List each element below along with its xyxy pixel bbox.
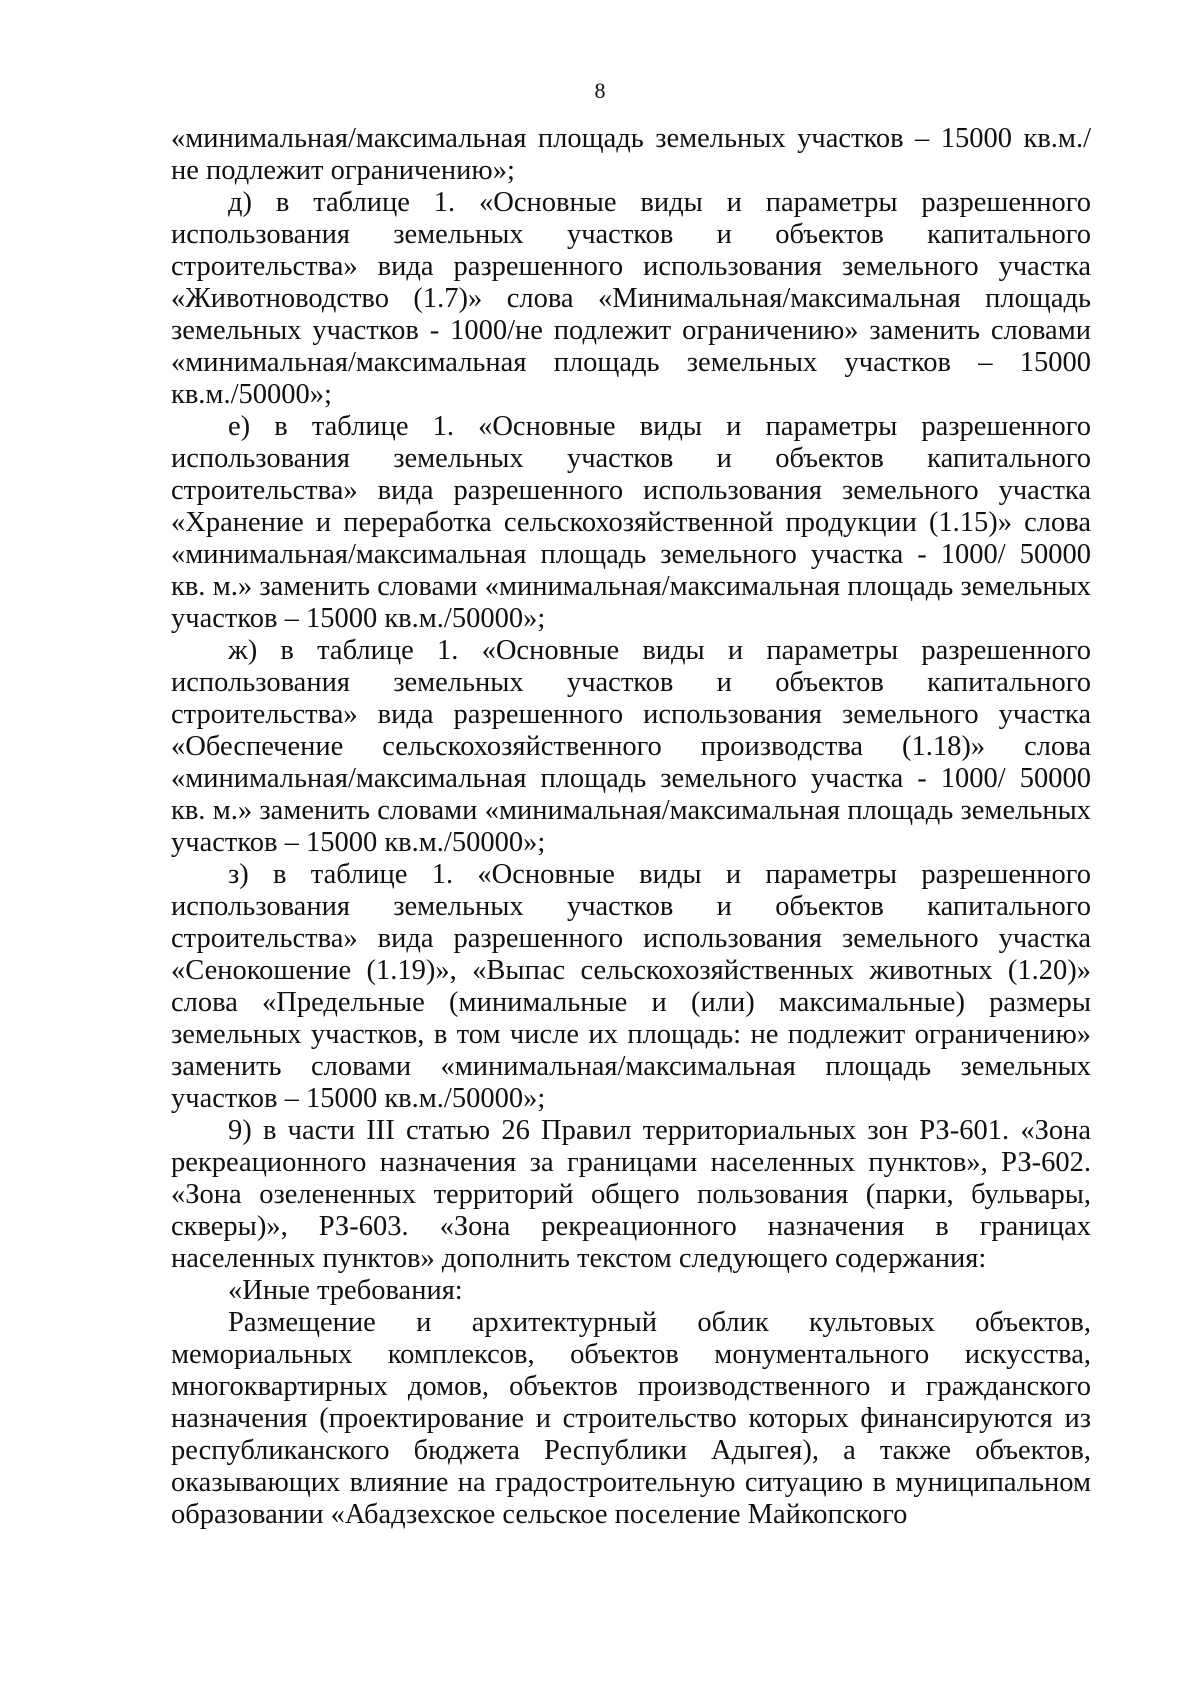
paragraph-other-requirements-heading: «Иные требования: [228, 1275, 463, 1306]
paragraph-item-e: е) в таблице 1. «Основные виды и параметры разрешенного использования земельных участков и объектов капитального строительства» вида разрешенного использования земельного участка «Хранение и переработка сельскохозяйственной продукции (1.15)» слова «минимальная/максимальная площадь земельного участка - 1000/ 50000 кв. м.» заменить словами «минимальная/максимальная площадь земельных участков – 15000 кв.м./50000»; [171, 411, 1091, 634]
paragraph-item-z: з) в таблице 1. «Основные виды и параметры разрешенного использования земельных участков и объектов капитального строительства» вида разрешенного использования земельного участка «Сенокошение (1.19)», «Выпас сельскохозяйственных животных (1.20)» слова «Предельные (минимальные и (или) максимальные) размеры земельных участков, в том числе их площадь: не подлежит ограничению» заменить словами «минимальная/максимальная площадь земельных участков – 15000 кв.м./50000»; [171, 859, 1091, 1114]
paragraph-item-zh: ж) в таблице 1. «Основные виды и параметры разрешенного использования земельных участков и объектов капитального строительства» вида разрешенного использования земельного участка «Обеспечение сельскохозяйственного производства (1.18)» слова «минимальная/максимальная площадь земельного участка - 1000/ 50000 кв. м.» заменить словами «минимальная/максимальная площадь земельных участков – 15000 кв.м./50000»; [171, 635, 1091, 858]
paragraph-item-9: 9) в части III статью 26 Правил территориальных зон РЗ-601. «Зона рекреационного назначения за границами населенных пунктов», РЗ-602. «Зона озелененных территорий общего пользования (парки, бульвары, скверы)», РЗ-603. «Зона рекреационного назначения в границах населенных пунктов» дополнить текстом следующего содержания: [171, 1115, 1091, 1274]
document-body [171, 123, 1091, 1531]
paragraph-placement-requirements: Размещение и архитектурный облик культовых объектов, мемориальных комплексов, объектов монументального искусства, многоквартирных домов, объектов производственного и гражданского назначения (проектирование и строительство которых финансируются из республиканского бюджета Республики Адыгея), а также объектов, оказывающих влияние на градостроительную ситуацию в муниципальном образовании «Абадзехское сельское поселение Майкопского [171, 1307, 1091, 1530]
page-number: 8 [594, 78, 606, 103]
paragraph-item-d: д) в таблице 1. «Основные виды и параметры разрешенного использования земельных участков и объектов капитального строительства» вида разрешенного использования земельного участка «Животноводство (1.7)» слова «Минимальная/максимальная площадь земельных участков - 1000/не подлежит ограничению» заменить словами «минимальная/максимальная площадь земельных участков – 15000 кв.м./50000»; [171, 187, 1091, 410]
paragraph-continuation: «минимальная/максимальная площадь земельных участков – 15000 кв.м./не подлежит ограничению»; [171, 123, 1091, 186]
